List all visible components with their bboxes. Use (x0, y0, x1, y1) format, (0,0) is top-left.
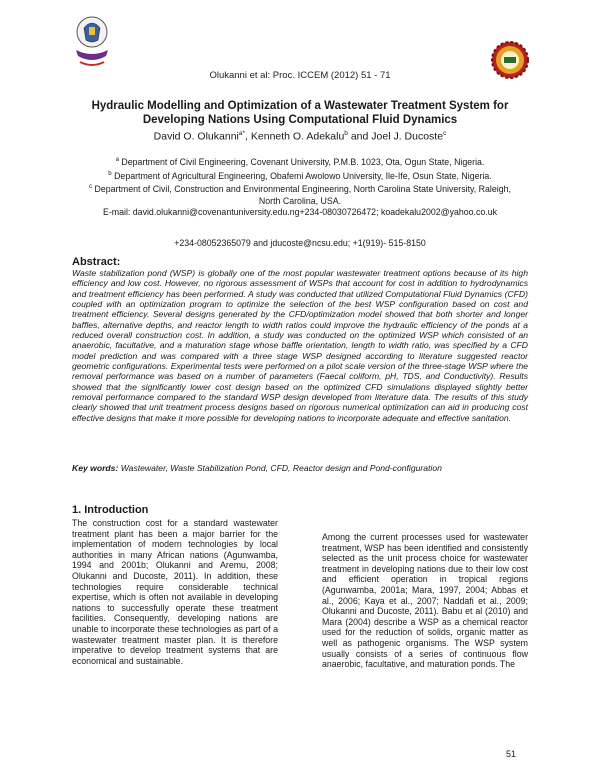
keywords-label: Key words: (72, 463, 119, 473)
affil-text: Department of Agricultural Engineering, Obafemi Awolowo University, Ile-Ife, Osun State, Nigeria. (114, 170, 492, 181)
university-logo (70, 14, 114, 74)
author-separator: and (347, 130, 372, 143)
body-column-right: Among the current processes used for wastewater treatment, WSP has been identified and consistently selected as the unit process choice for wastewater treatment in developing nations due to their low cost and efficient operation in tropical regions (Agunwamba, 2001a; Mara, 1997, 2004; Abbas et al., 2006; Kaya et al., 2007; Naddafi et al., 2009; Olukanni and Ducoste, 2011). Babu et al (2010) and Mara (2004) describe a WSP as a chemical reactor used for the reduction of solids, organic matter as well as pathogenic organisms. The WSP system usually consists of a series of continuous flow anaerobic, facultative, and maturation ponds. The (322, 532, 528, 670)
affiliation-line (70, 169, 530, 183)
body-column-left: The construction cost for a standard wastewater treatment plant has been a major barrier for the implementation of modern technologies by local authorities in many African nations (Agunwamba, 1994 and 2001b; Olukanni and Aremu, 2008; Olukanni and Ducoste, 2011). In addition, these technologies require considerable technical expertise, which is often not available in developing nations to successfully operate these treatment facilities. Consequently, developing nations are unable to incorporate these technologies as part of a wastewater treatment master plan. It is therefore imperative to develop treatment systems that are economical and sustainable. (72, 518, 278, 666)
affiliation-line (70, 182, 530, 196)
author-affil-mark: b (344, 130, 348, 137)
author-name: David O. Olukanni (153, 130, 239, 143)
author-list (60, 130, 540, 143)
keywords-text: Wastewater, Waste Stabilization Pond, CFD, Reactor design and Pond-configuration (120, 463, 442, 473)
email-line: +234-08052365079 and jducoste@ncsu.edu; +1(919)- 515-8150 (174, 238, 426, 248)
keywords (72, 463, 528, 473)
abstract-text: Waste stabilization pond (WSP) is globally one of the most popular wastewater treatment options because of its high efficiency and low cost. However, no rigorous assessment of WSPs that account for cost in addition to hydrodynamics and treatment efficiency has been performed. A study was conducted that utilized Computational Fluid Dynamics (CFD) coupled with an optimization program to optimize the selection of the best WSP configuration based on cost and treatment efficiency. Several designs generated by the CFD/optimization model showed that both shorter and longer baffles, alternative depths, and reactor length to width ratios could improve the hydraulic efficiency of the ponds at a reduced overall construction cost. In addition, a study was conducted on the optimized WSP which consisted of an anaerobic, facultative, and a maturation stage whose baffle orientation, length to width ratio, was specified by a CFD model prediction and was compared with a three stage WSP designed according to literature suggested reactor geometric configurations. Experimental tests were performed on a pilot scale version of the three-stage WSP where the removal performance was based on a number of parameters (Faecal coliform, pH, TDS, and Conductivity). Results showed that the significantly lower cost design based on the optimized CFD simulations displayed slightly better removal performance compared to the standard WSP design developed from literature data. The results of this study clearly showed that unit treatment process designs based on rigorous numerical optimization can aid in producing cost effective designs that make it more possible for developing nations to incorporate adequate and effective sanitation. (72, 268, 528, 423)
author-separator: , (245, 130, 251, 143)
affil-text: Department of Civil, Construction and Environmental Engineering, North Carolina State University, Raleigh, (94, 183, 511, 194)
section-heading: 1. Introduction (72, 504, 149, 516)
author-affil-mark: a* (238, 130, 246, 137)
author-name: Kenneth O. Adekalu (250, 130, 345, 143)
author-name: Joel J. Ducoste (371, 130, 444, 143)
running-header: Olukanni et al: Proc. ICCEM (2012) 51 - 71 (209, 70, 391, 81)
affil-text: Department of Civil Engineering, Covenant University, P.M.B. 1023, Ota, Ogun State, Nigeria. (121, 156, 485, 167)
affiliation-line: North Carolina, USA. (258, 195, 342, 206)
affiliation-line (70, 155, 530, 169)
affil-mark: a (115, 157, 119, 163)
abstract-heading: Abstract: (72, 256, 121, 268)
affil-mark: c (89, 184, 93, 191)
page-number: 51 (506, 749, 517, 759)
email-line: E-mail: david.olukanni@covenantuniversity.edu.ng+234-08030726472; koadekalu2002@yahoo.co.uk (102, 207, 498, 218)
affiliations (70, 155, 530, 219)
paper-title: Hydraulic Modelling and Optimization of a Wastewater Treatment System for Developing Nations Using Computational Fluid Dynamics (91, 100, 509, 126)
author-affil-mark: c (443, 130, 447, 137)
affil-mark: b (108, 170, 112, 177)
